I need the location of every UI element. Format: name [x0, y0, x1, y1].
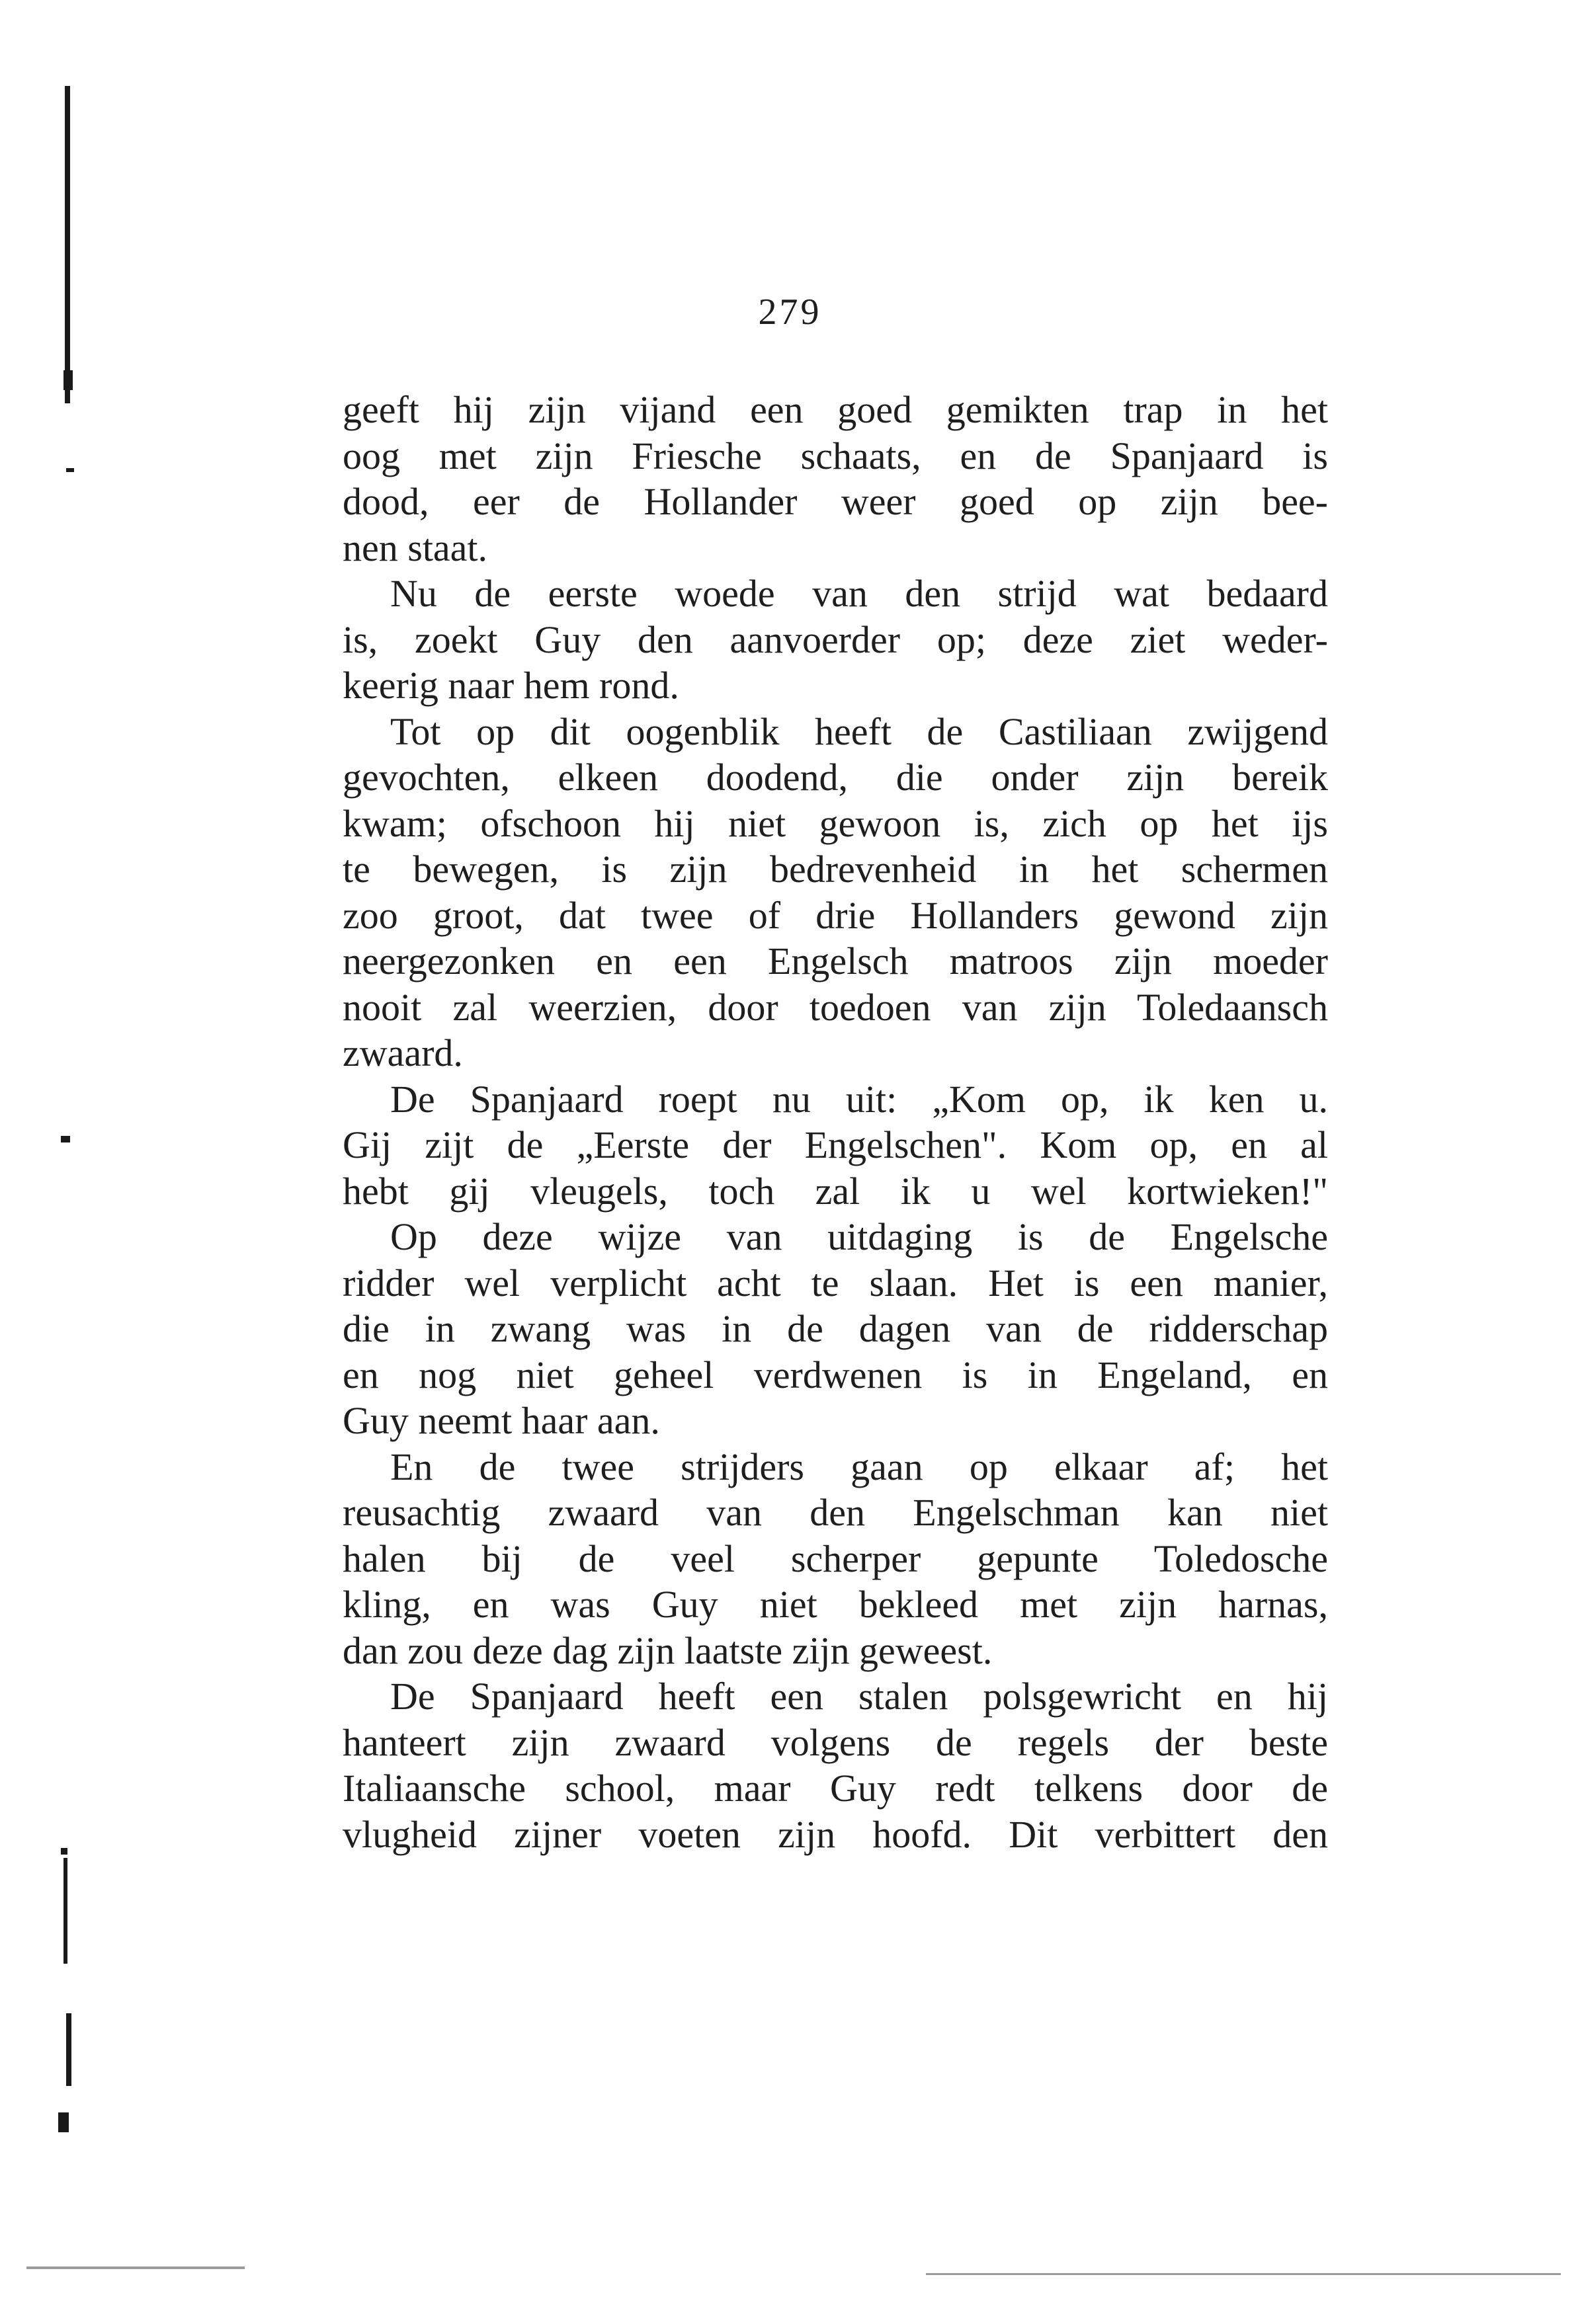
text-line: kling, en was Guy niet bekleed met zijn harnas, [343, 1583, 1328, 1626]
text-line: Gij zijt de „Eerste der Engelschen". Kom op, en al [343, 1123, 1328, 1166]
margin-scan-mark [926, 2273, 1561, 2275]
margin-scan-mark [63, 370, 73, 390]
text-line: keerig naar hem rond. [343, 664, 679, 707]
text-line: zwaard. [343, 1031, 463, 1074]
text-line: dan zou deze dag zijn laatste zijn geweest. [343, 1628, 993, 1672]
text-line: die in zwang was in de dagen van de ridderschap [343, 1307, 1328, 1350]
text-line: ridder wel verplicht acht te slaan. Het is een manier, [343, 1261, 1328, 1304]
text-line: hebt gij vleugels, toch zal ik u wel kortwieken!" [343, 1169, 1328, 1213]
margin-scan-mark [66, 2013, 71, 2086]
text-line: oog met zijn Friesche schaats, en de Spanjaard is [343, 434, 1328, 477]
margin-scan-mark [63, 1858, 67, 1964]
text-line: zoo groot, dat twee of drie Hollanders gewond zijn [343, 893, 1328, 937]
text-line: Italiaansche school, maar Guy redt telkens door de [343, 1767, 1328, 1810]
text-line: De Spanjaard roept nu uit: „Kom op, ik ken u. [390, 1077, 1328, 1121]
body-text [343, 387, 1328, 1857]
text-line: is, zoekt Guy den aanvoerder op; deze ziet weder- [343, 618, 1328, 661]
margin-scan-mark [65, 86, 70, 403]
text-line: hanteert zijn zwaard volgens de regels der beste [343, 1720, 1328, 1764]
text-line: neergezonken en een Engelsch matroos zijn moeder [343, 940, 1328, 982]
text-line: Nu de eerste woede van den strijd wat bedaard [390, 572, 1328, 615]
text-line: kwam; ofschoon hij niet gewoon is, zich op het ijs [343, 801, 1328, 845]
text-line: Guy neemt haar aan. [343, 1399, 660, 1442]
text-line: Tot op dit oogenblik heeft de Castiliaan zwijgend [390, 709, 1328, 753]
text-line: En de twee strijders gaan op elkaar af; het [390, 1445, 1328, 1488]
margin-scan-mark [26, 2266, 245, 2269]
text-line: Op deze wijze van uitdaging is de Engelsche [390, 1215, 1328, 1258]
text-line: te bewegen, is zijn bedrevenheid in het schermen [343, 848, 1328, 891]
margin-scan-mark [61, 1136, 70, 1142]
margin-scan-mark [66, 468, 74, 472]
text-line: vlugheid zijner voeten zijn hoofd. Dit verbittert den [343, 1812, 1328, 1856]
margin-scan-mark [61, 1848, 67, 1855]
text-line: De Spanjaard heeft een stalen polsgewricht en hij [390, 1675, 1328, 1718]
text-line: en nog niet geheel verdwenen is in Engeland, en [343, 1353, 1328, 1396]
text-line: gevochten, elkeen doodend, die onder zijn bereik [343, 756, 1328, 799]
text-line: geeft hij zijn vijand een goed gemikten trap in het [343, 388, 1328, 431]
text-line: reusachtig zwaard van den Engelschman kan niet [343, 1491, 1328, 1534]
text-line: dood, eer de Hollander weer goed op zijn bee- [343, 480, 1328, 523]
text-line: nooit zal weerzien, door toedoen van zijn Toledaansch [343, 985, 1328, 1029]
page-number: 279 [758, 292, 822, 333]
text-line: nen staat. [343, 526, 488, 569]
text-line: halen bij de veel scherper gepunte Toledosche [343, 1537, 1328, 1580]
margin-scan-mark [58, 2112, 69, 2132]
